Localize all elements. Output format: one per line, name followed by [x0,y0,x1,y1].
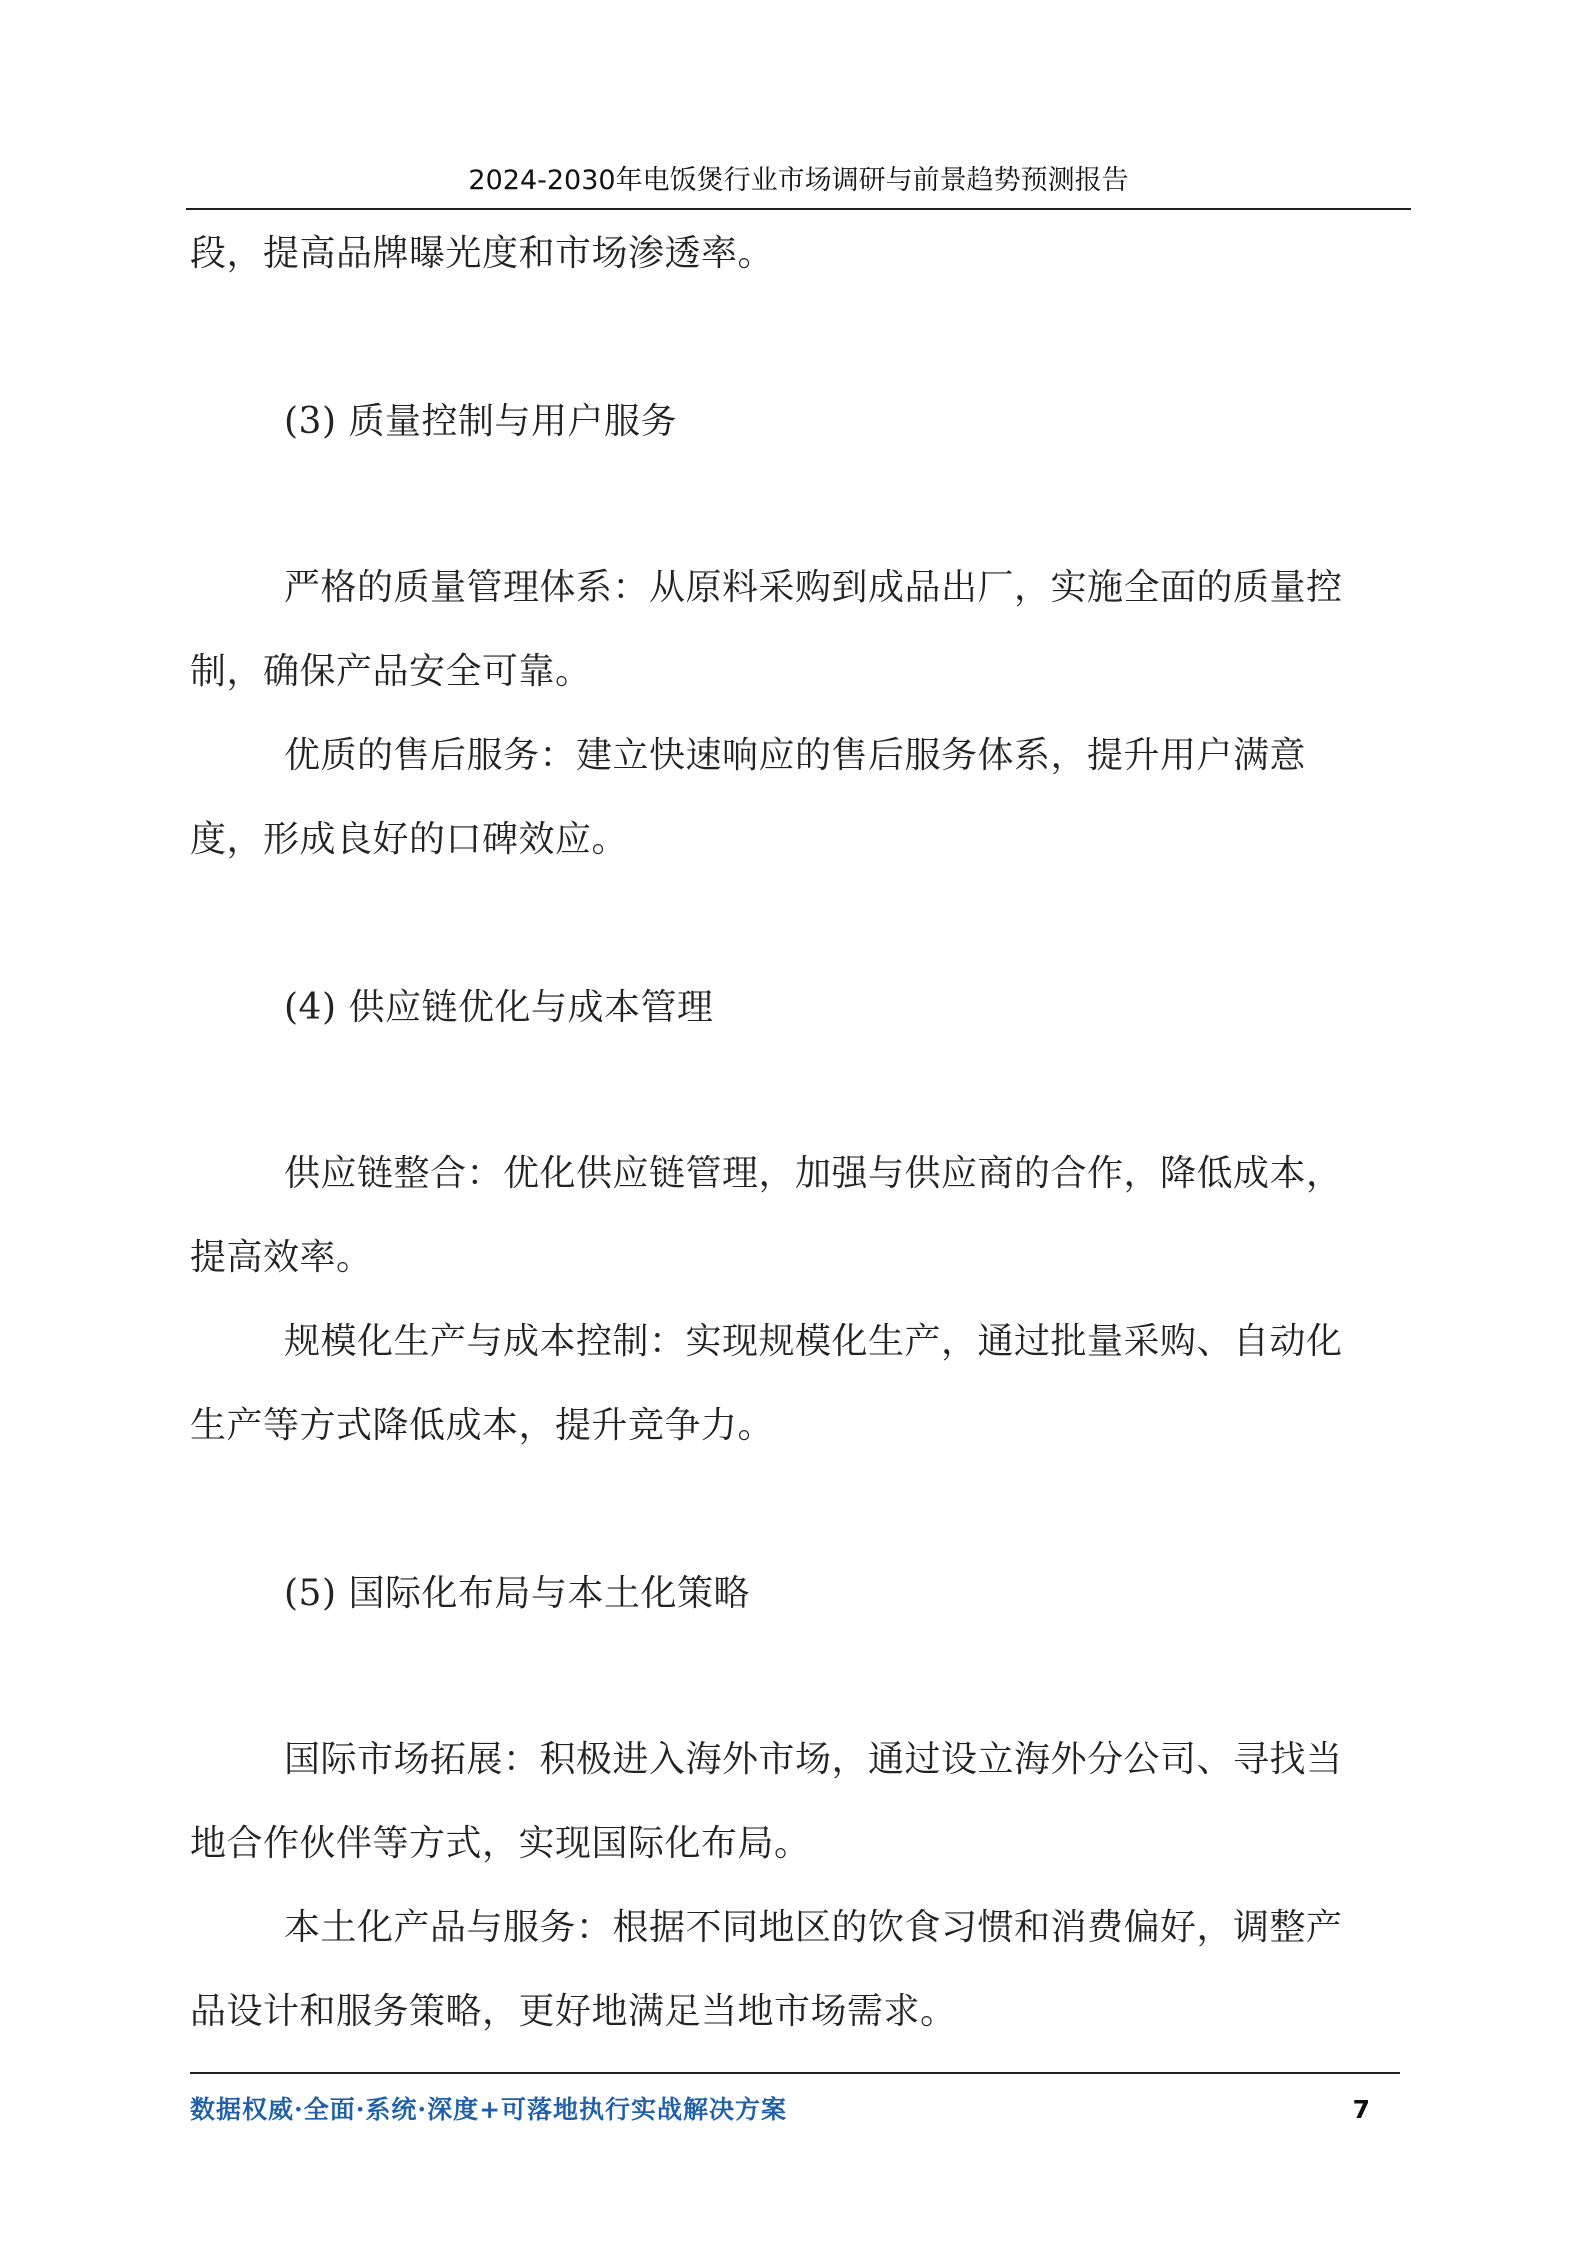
paragraph-line: 品设计和服务策略，更好地满足当地市场需求。 [190,1991,957,2032]
paragraph-line: 严格的质量管理体系：从原料采购到成品出厂，实施全面的质量控 [284,567,1343,608]
paragraph-line: 提高效率。 [190,1237,373,1278]
paragraph-line: 制，确保产品安全可靠。 [190,651,592,692]
footer-slogan: 数据权威·全面·系统·深度+可落地执行实战解决方案 [190,2095,788,2124]
paragraph-line: 规模化生产与成本控制：实现规模化生产，通过批量采购、自动化 [284,1321,1343,1362]
section-heading-3: (3) 质量控制与用户服务 [284,401,677,442]
paragraph-line: 本土化产品与服务：根据不同地区的饮食习惯和消费偏好，调整产 [284,1907,1343,1948]
paragraph-line: 段，提高品牌曝光度和市场渗透率。 [190,233,775,274]
paragraph-line: 国际市场拓展：积极进入海外市场，通过设立海外分公司、寻找当 [284,1739,1343,1780]
paragraph-line: 地合作伙伴等方式，实现国际化布局。 [190,1823,811,1864]
footer-divider [190,2072,1400,2074]
page-header-title: 2024-2030年电饭煲行业市场调研与前景趋势预测报告 [468,165,1129,196]
paragraph-line: 度，形成良好的口碑效应。 [190,819,629,860]
header-divider [186,208,1411,210]
page-number: 7 [1352,2095,1370,2124]
paragraph-line: 供应链整合：优化供应链管理，加强与供应商的合作，降低成本， [284,1153,1343,1194]
paragraph-line: 优质的售后服务：建立快速响应的售后服务体系，提升用户满意 [284,735,1307,776]
section-heading-4: (4) 供应链优化与成本管理 [284,987,714,1028]
paragraph-line: 生产等方式降低成本，提升竞争力。 [190,1405,775,1446]
section-heading-5: (5) 国际化布局与本土化策略 [284,1573,750,1614]
